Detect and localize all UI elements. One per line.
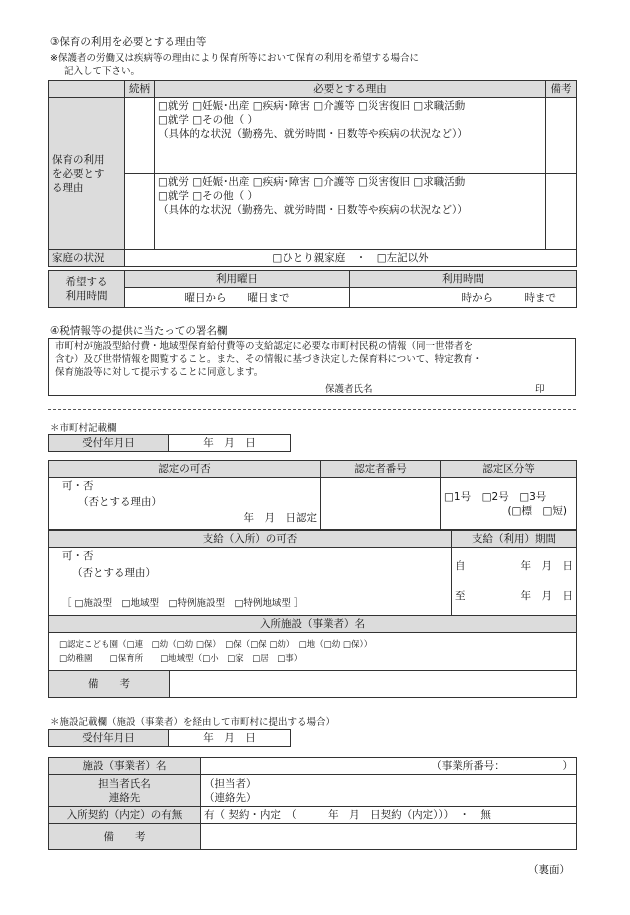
certification-table xyxy=(48,460,577,530)
facility-remarks-label: 備 考 xyxy=(49,824,201,850)
facility-header: 入所施設（事業者）名 xyxy=(49,616,577,633)
cert-ok-ng[interactable]: 可・否 xyxy=(62,480,94,492)
pay-decision-cell[interactable] xyxy=(49,548,452,616)
consent-text: 市町村が施設型給付費・地域型保育給付費等の支給認定に必要な市町村民税の情報（同一世帯者を 含む）及び世帯情報を閲覧すること。また、その情報に基づき決定した保育料について、特定教育・ 保育施設等に対して提示することに同意します。 xyxy=(55,341,483,378)
section4-heading: ④税情報等の提供に当たっての署名欄 xyxy=(50,325,228,337)
reason-row-label: 保育の利用 を必要とす る理由 xyxy=(49,98,125,250)
cert-date[interactable]: 年 月 日認定 xyxy=(243,512,317,524)
reason-table xyxy=(48,80,577,267)
cert-class-options[interactable]: □1号 □2号 □3号 xyxy=(444,490,547,503)
municipal-remarks-label: 備 考 xyxy=(49,671,170,697)
reason-header: 必要とする理由 xyxy=(155,81,546,98)
relation-cell-2[interactable] xyxy=(125,174,155,250)
cert-class-sub[interactable]: (□標 □短) xyxy=(507,504,567,517)
family-label: 家庭の状況 xyxy=(49,250,125,267)
cert-header: 認定の可否 xyxy=(49,461,321,478)
certifier-cell[interactable] xyxy=(321,478,441,530)
reason-cell-2[interactable] xyxy=(155,174,546,250)
municipal-remarks-field[interactable] xyxy=(170,671,576,697)
facility-options-2[interactable]: □幼稚園 □保育所 □地域型（□小 □家 □居 □事） xyxy=(59,653,303,664)
office-number[interactable]: （事業所番号： ） xyxy=(201,758,577,775)
facility-remarks-field[interactable] xyxy=(201,824,577,850)
contact-label: 担当者氏名 連絡先 xyxy=(49,775,201,807)
pay-header: 支給（入所）の可否 xyxy=(49,531,452,548)
remarks-header: 備考 xyxy=(546,81,577,98)
facility-options-cell[interactable] xyxy=(49,633,577,671)
section3-note: ※保護者の労働又は疾病等の理由により保育所等において保育の利用を希望する場合に xyxy=(50,53,419,64)
seal-mark: 印 xyxy=(535,384,545,395)
period-cell[interactable] xyxy=(452,548,577,616)
facility-name-label: 施設（事業者）名 xyxy=(49,758,201,775)
municipal-remarks-row xyxy=(49,671,577,698)
payment-table xyxy=(48,530,577,698)
cert-class-header: 認定区分等 xyxy=(441,461,577,478)
reason-table-corner xyxy=(49,81,125,98)
time-header: 利用時間 xyxy=(350,271,577,288)
remarks-cell-1[interactable] xyxy=(546,98,577,174)
day-value[interactable]: 曜日から 曜日まで xyxy=(125,288,350,308)
period-to-date[interactable]: 年 月 日 xyxy=(520,590,573,602)
time-value[interactable]: 時から 時まで xyxy=(350,288,577,308)
period-from-label: 自 xyxy=(455,560,466,572)
day-header: 利用曜日 xyxy=(125,271,350,288)
consent-box xyxy=(48,338,576,396)
family-value[interactable]: □ひとり親家庭 ・ □左記以外 xyxy=(125,250,577,267)
facility-received-table xyxy=(48,729,291,747)
guardian-name-label: 保護者氏名 xyxy=(325,384,373,395)
reason-options-2b[interactable]: □就学 □その他（ ） xyxy=(158,190,259,202)
facility-received-label: 受付年月日 xyxy=(49,730,169,747)
contact-cell[interactable] xyxy=(201,775,577,807)
contract-label: 入所契約（内定）の有無 xyxy=(49,807,201,824)
section3-note-cont: 記入して下さい。 xyxy=(64,66,141,77)
facility-heading: ＊施設記載欄（施設（事業者）を経由して市町村に提出する場合） xyxy=(50,717,336,728)
hope-time-table xyxy=(48,270,577,308)
reason-options-1a[interactable]: □就労 □妊娠･出産 □疾病･障害 □介護等 □災害復旧 □求職活動 xyxy=(158,100,466,112)
pay-ok-ng[interactable]: 可・否 xyxy=(62,550,94,562)
facility-options-1[interactable]: □認定こども園（□連 □幼（□幼 □保） □保（□保 □幼） □地（□幼 □保）） xyxy=(59,639,373,650)
remarks-cell-2[interactable] xyxy=(546,174,577,250)
section3-heading: ③保育の利用を必要とする理由等 xyxy=(50,36,207,48)
period-from-date[interactable]: 年 月 日 xyxy=(520,560,573,572)
municipal-heading: ＊市町村記載欄 xyxy=(50,423,117,434)
cert-decision-cell[interactable] xyxy=(49,478,321,530)
contact-info[interactable]: （連絡先） xyxy=(204,791,257,804)
facility-table xyxy=(48,757,577,850)
certifier-header: 認定者番号 xyxy=(321,461,441,478)
reason-options-1b[interactable]: □就学 □その他（ ） xyxy=(158,114,259,126)
facility-type-options[interactable]: ［ □施設型 □地域型 □特例施設型 □特例地域型 ］ xyxy=(62,598,304,609)
period-header: 支給（利用）期間 xyxy=(452,531,577,548)
period-to-label: 至 xyxy=(455,590,466,602)
contract-value[interactable]: 有（ 契約・内定 （ 年 月 日契約（内定））） ・ 無 xyxy=(201,807,577,824)
relation-cell-1[interactable] xyxy=(125,98,155,174)
reason-detail-1: （具体的な状況（勤務先、就労時間・日数等や疾病の状況など）） xyxy=(158,128,468,140)
pay-reason-ng: （否とする理由） xyxy=(72,567,156,579)
page-side-label: （裏面） xyxy=(528,864,570,876)
municipal-received-date[interactable]: 年 月 日 xyxy=(169,435,291,452)
cut-line xyxy=(48,409,576,410)
cert-class-cell[interactable] xyxy=(441,478,577,530)
facility-received-date[interactable]: 年 月 日 xyxy=(169,730,291,747)
reason-cell-1[interactable] xyxy=(155,98,546,174)
reason-options-2a[interactable]: □就労 □妊娠･出産 □疾病･障害 □介護等 □災害復旧 □求職活動 xyxy=(158,176,466,188)
municipal-received-label: 受付年月日 xyxy=(49,435,169,452)
cert-reason-ng: （否とする理由） xyxy=(78,496,162,508)
reason-detail-2: （具体的な状況（勤務先、就労時間・日数等や疾病の状況など）） xyxy=(158,204,468,216)
contact-person[interactable]: （担当者） xyxy=(204,777,257,790)
hope-time-label: 希望する 利用時間 xyxy=(49,271,125,308)
municipal-received-table xyxy=(48,434,291,452)
relation-header: 続柄 xyxy=(125,81,155,98)
